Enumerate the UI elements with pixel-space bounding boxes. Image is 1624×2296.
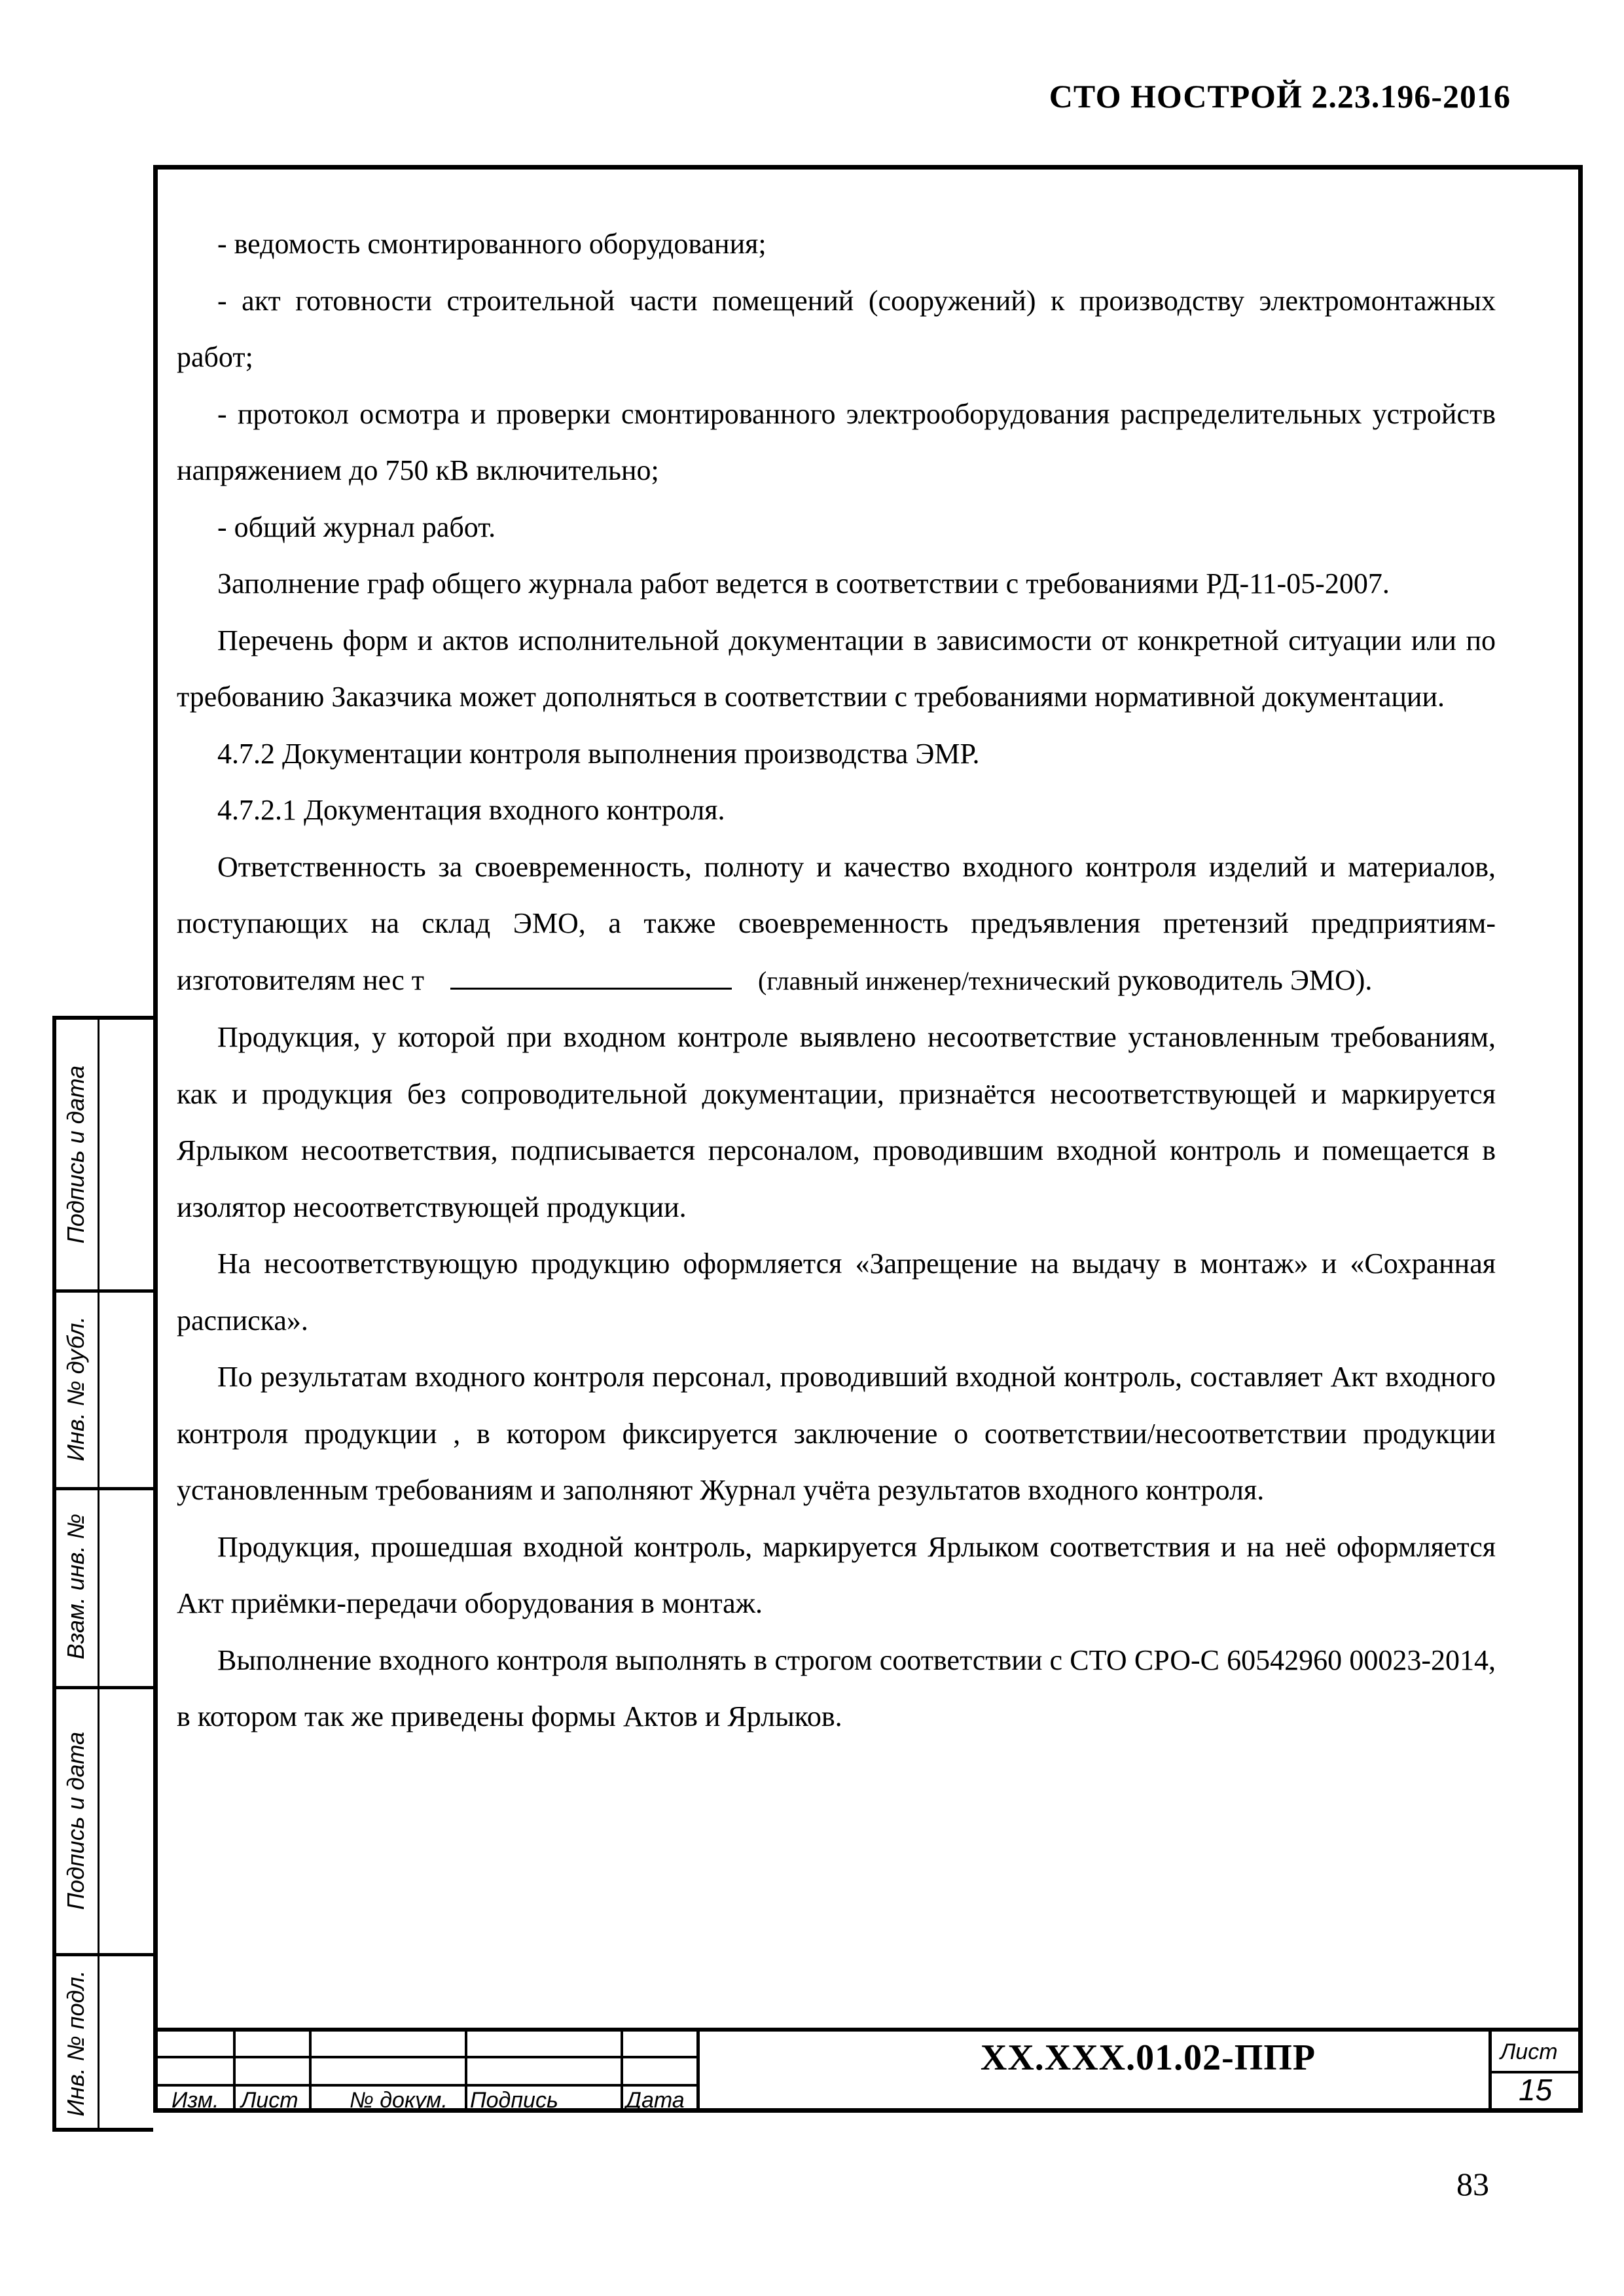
tb-date-label: Дата [626, 2088, 685, 2113]
original-inv-label: Инв. № подл. [62, 1970, 89, 2117]
side-divider [52, 1686, 153, 1689]
tb-col-line [309, 2028, 312, 2113]
blank-line [450, 961, 732, 990]
replace-inv-label: Взам. инв. № [62, 1513, 89, 1660]
sign-date-label: Подпись и дата [62, 1065, 89, 1244]
paragraph: - протокол осмотра и проверки смонтированного электрооборудования распределительных устройств напряжением до 750 кВ включительно; [177, 397, 1496, 486]
page-number: 83 [1456, 2166, 1489, 2202]
tb-col-line [621, 2028, 623, 2113]
paragraph: - общий журнал работ. [217, 511, 496, 543]
tb-col-line [696, 2028, 700, 2113]
tb-izm-label: Изм. [171, 2088, 219, 2113]
paragraph: - акт готовности строительной части помещений (сооружений) к производству электромонтажных работ; [177, 284, 1496, 373]
subsection-heading: 4.7.2.1 Документация входного контроля. [217, 794, 725, 826]
title-block [153, 2028, 1583, 2113]
tb-top-border [153, 2028, 1583, 2032]
tb-col-line [233, 2028, 236, 2113]
standard-title: СТО НОСТРОЙ 2.23.196-2016 [1049, 78, 1511, 115]
paragraph: По результатам входного контроля персонал, проводивший входной контроль, составляет Акт входного контроля продукции , в котором фиксируется заключение о соответствии/несоответствии продукции установленным требованиям и заполняют Журнал учёта результатов входного контроля. [177, 1361, 1496, 1506]
paragraph: На несоответствующую продукцию оформляется «Запрещение на выдачу в монтаж» и «Сохранная расписка». [177, 1247, 1496, 1336]
sign-date-label: Подпись и дата [62, 1731, 89, 1910]
responsibility-end: руководитель ЭМО). [1117, 963, 1373, 996]
paragraph: Продукция, у которой при входном контроле выявлено несоответствие установленным требованиям, как и продукция без сопроводительной документации, признаётся несоответствующей и маркируется Ярлыком несоответствия, подписывается персоналом, проводившим входной контроль и помещается в изолятор несоответствующей продукции. [177, 1021, 1496, 1223]
document-code: XX.XXX.01.02-ППР [980, 2037, 1316, 2078]
paragraph: - ведомость смонтированного оборудования; [217, 228, 767, 260]
duplicate-inv-label: Инв. № дубл. [62, 1316, 89, 1462]
paragraph: Заполнение граф общего журнала работ ведется в соответствии с требованиями РД-11-05-2007. [217, 567, 1390, 600]
tb-docnum-label: № докум. [350, 2088, 448, 2113]
paragraph: Выполнение входного контроля выполнять в строгом соответствии с СТО СРО-С 60542960 00023-2014, в котором так же приведены формы Актов и Ярлыков. [177, 1643, 1496, 1732]
paragraph-responsibility [177, 839, 1496, 1010]
document-body [177, 216, 1496, 1746]
section-heading: 4.7.2 Документации контроля выполнения производства ЭМР. [217, 737, 980, 770]
tb-col-line [465, 2028, 467, 2113]
side-divider [52, 1953, 153, 1956]
sheet-label: Лист [1500, 2039, 1558, 2064]
tb-col-line [1489, 2028, 1492, 2113]
paragraph: Перечень форм и актов исполнительной документации в зависимости от конкретной ситуации или по требованию Заказчика может дополняться в соответствии с требованиями нормативной документации. [177, 624, 1496, 713]
responsible-role: (главный инженер/технический [758, 965, 1111, 996]
side-stamp-value-column [99, 1016, 153, 2132]
side-stamp [52, 1016, 153, 2132]
tb-list-label: Лист [241, 2088, 298, 2113]
responsibility-text: Ответственность за своевременность, полноту и качество входного контроля изделий и материалов, поступающих на склад ЭМО, а также своевременность предъявления претензий предприятиям-изготовителям нес т [177, 850, 1496, 996]
side-divider [52, 1487, 153, 1490]
tb-signature-label: Подпись [470, 2088, 558, 2113]
side-divider [52, 1289, 153, 1293]
paragraph: Продукция, прошедшая входной контроль, маркируется Ярлыком соответствия и на неё оформляется Акт приёмки-передачи оборудования в монтаж. [177, 1530, 1496, 1619]
sheet-number: 15 [1519, 2073, 1553, 2107]
